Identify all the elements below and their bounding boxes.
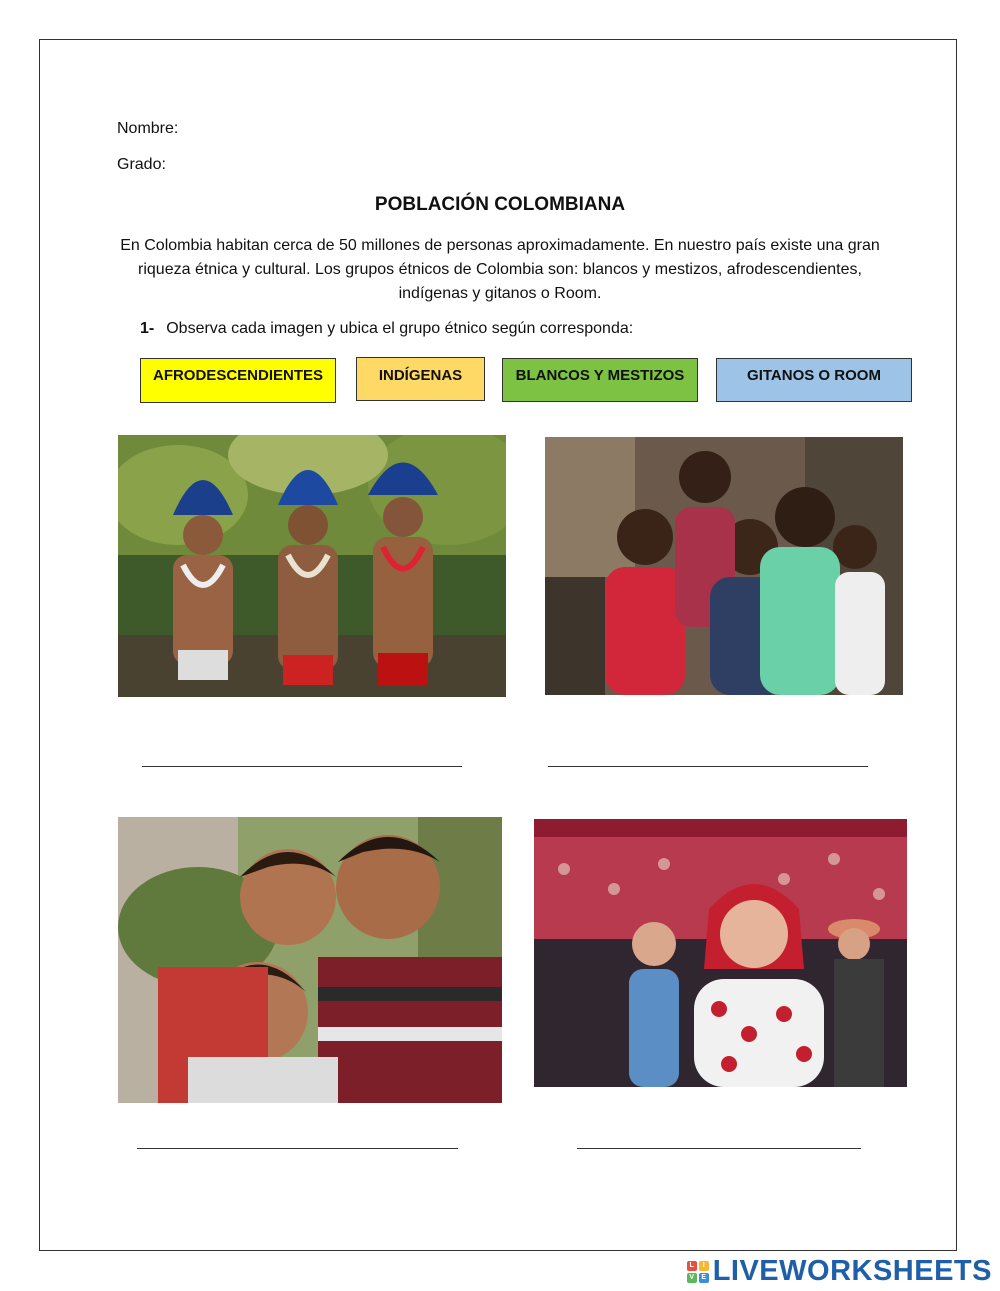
instruction [140, 320, 633, 338]
answer-line-2[interactable] [548, 766, 868, 767]
answer-line-3[interactable] [137, 1148, 458, 1149]
brand-letter: L [687, 1261, 697, 1271]
tag-indigenas[interactable]: INDÍGENAS [356, 357, 485, 401]
brand-letter: V [687, 1273, 697, 1283]
brand-name: LIVEWORKSHEETS [712, 1255, 992, 1287]
brand-logo-icon [687, 1261, 709, 1283]
photo-afrodescendant-girls [545, 437, 903, 695]
liveworksheets-logo [687, 1255, 992, 1288]
brand-letter: E [699, 1273, 709, 1283]
answer-line-1[interactable] [142, 766, 462, 767]
intro-paragraph: En Colombia habitan cerca de 50 millones de personas aproximadamente. En nuestro país existe una gran riqueza étnica y cultural. Los grupos étnicos de Colombia son: blancos y mestizos, afrodescendientes, indígenas y gitanos o Room. [120, 237, 880, 302]
answer-line-4[interactable] [577, 1148, 861, 1149]
instruction-number: 1- [140, 320, 155, 337]
page-title: POBLACIÓN COLOMBIANA [374, 194, 626, 215]
tag-gitanos-room[interactable]: GITANOS O ROOM [716, 358, 912, 402]
photo-romani-woman [534, 819, 907, 1087]
tag-afrodescendientes[interactable]: AFRODESCENDIENTES [140, 358, 336, 403]
photo-indigenous-men [118, 435, 506, 697]
instruction-text: Observa cada imagen y ubica el grupo étnico según corresponda: [166, 320, 634, 337]
tag-blancos-mestizos[interactable]: BLANCOS Y MESTIZOS [502, 358, 698, 402]
photo-boys-group [118, 817, 502, 1103]
name-label: Nombre: [117, 120, 179, 137]
brand-letter: I [699, 1261, 709, 1271]
grade-label: Grado: [117, 156, 166, 173]
